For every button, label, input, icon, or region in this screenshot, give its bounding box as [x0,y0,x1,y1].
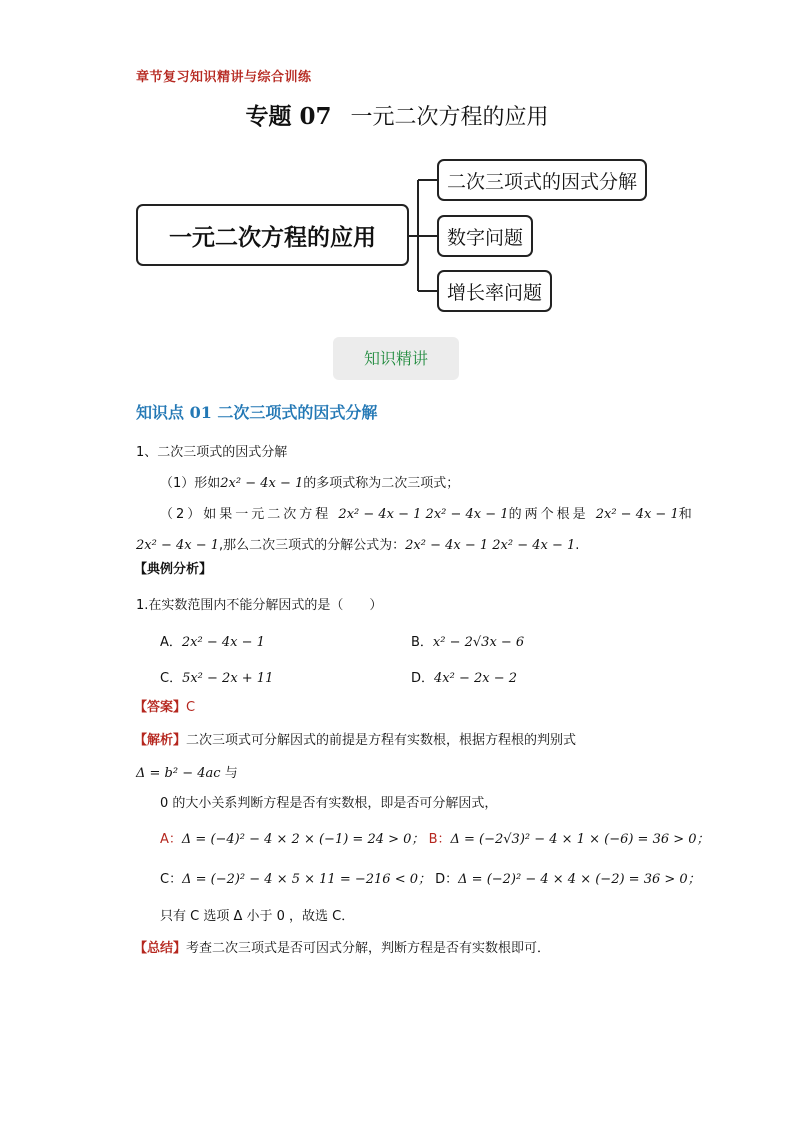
analysis-line-1: 【解析】二次三项式可分解因式的前提是方程有实数根，根据方程根的判别式 [134,733,577,748]
calc-ab: A：Δ = (−4)² − 4 × 2 × (−1) = 24 > 0； B：Δ = (−2√3)² − 4 × 1 × (−6) = 36 > 0； [160,832,710,847]
para-4: 2x² − 4x − 1,那么二次三项式的分解公式为：2x² − 4x − 1 2x² − 4x − 1. [136,538,580,553]
summary: 【总结】考查二次三项式是否可因式分解，判断方程是否有实数根即可． [134,941,551,956]
title-main: 一元二次方程的应用 [350,105,549,130]
para-2: （1）形如2x² − 4x − 1的多项式称为二次三项式； [160,476,460,491]
example-label: 【典例分析】 [134,562,213,577]
title-prefix: 专题 07 [245,103,332,130]
analysis-line-3: 0 的大小关系判断方程是否有实数根，即是否可分解因式， [160,796,498,811]
question: 1.在实数范围内不能分解因式的是（ ） [136,598,383,613]
answer: 【答案】C [134,700,196,715]
document-header: 章节复习知识精讲与综合训练 [136,70,312,85]
conclusion: 只有 C 选项 Δ 小于 0 ，故选 C． [160,909,355,924]
calc-cd: C：Δ = (−2)² − 4 × 5 × 11 = −216 < 0； D：Δ = (−2)² − 4 × 4 × (−2) = 36 > 0； [160,872,701,887]
mindmap-connectors [0,0,794,330]
para-3: （2）如果一元二次方程 2x² − 4x − 1 2x² − 4x − 1的两个根是 2x² − 4x − 1和 [160,507,695,522]
option-d: D．4x² − 2x − 2 [411,671,518,686]
option-c: C．5x² − 2x + 11 [160,671,274,686]
option-a: A．2x² − 4x − 1 [160,635,265,650]
para-1: 1、二次三项式的因式分解 [136,445,288,460]
mindmap-root: 一元二次方程的应用 [136,204,409,266]
section-knowledge-button: 知识精讲 [333,337,459,380]
knowledge-point-heading: 知识点 01 二次三项式的因式分解 [136,403,378,422]
mindmap-child-number-problems: 数字问题 [437,215,533,257]
mindmap-child-factorization: 二次三项式的因式分解 [437,159,647,201]
analysis-line-2: Δ = b² − 4ac 与 [136,766,238,781]
mindmap-child-growth-rate: 增长率问题 [437,270,552,312]
option-b: B．x² − 2√3x − 6 [411,635,525,650]
